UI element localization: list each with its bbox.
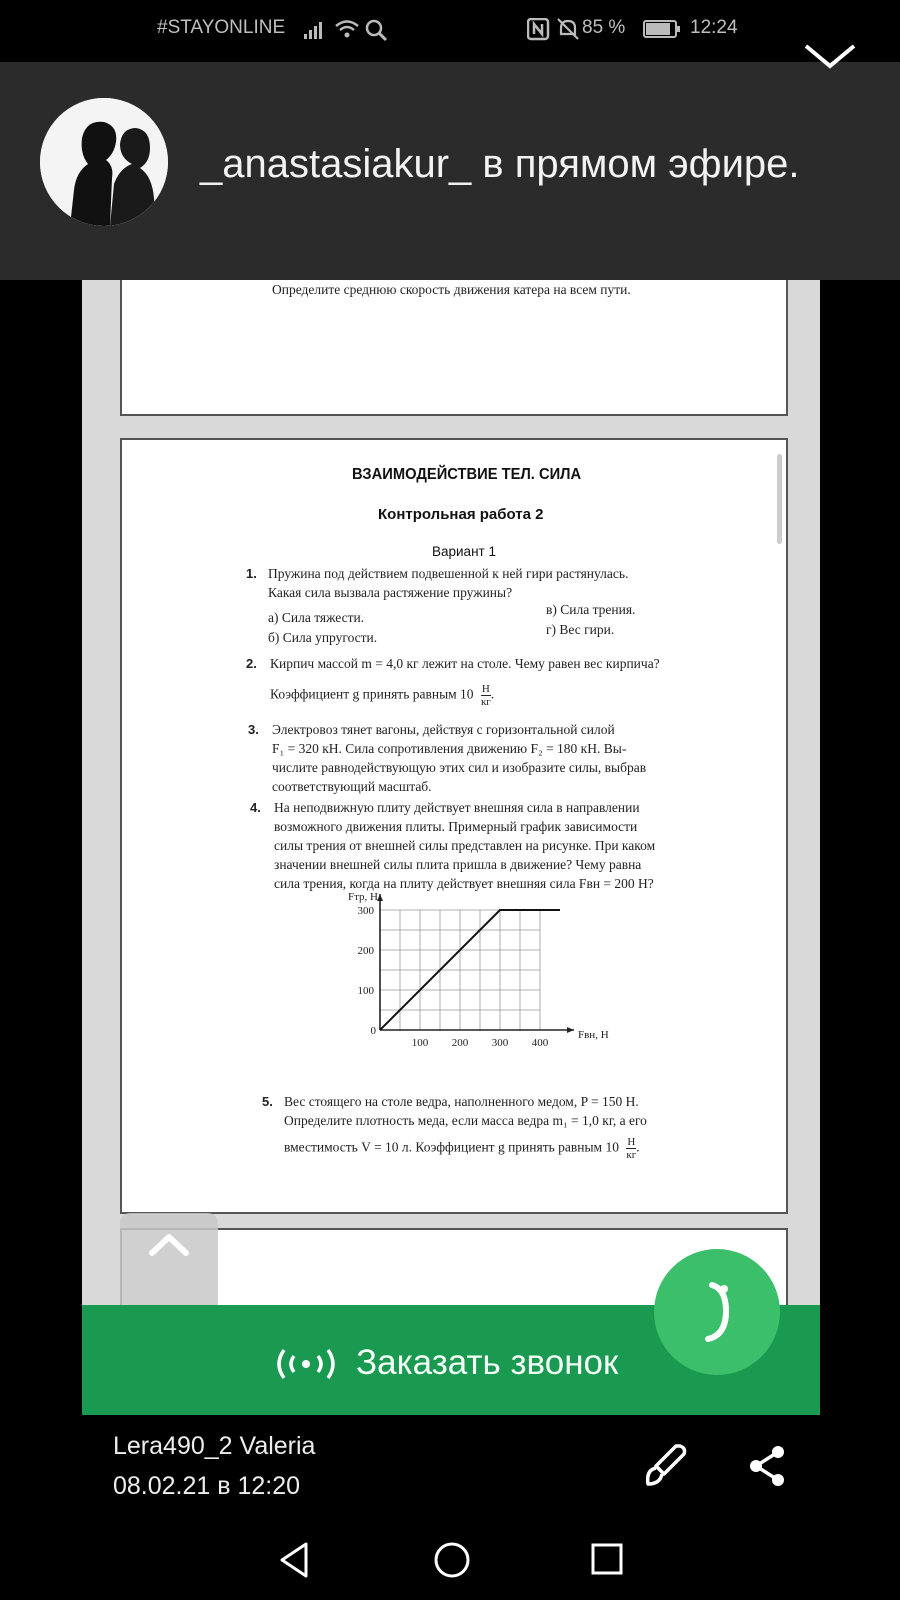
question-line: вместимость V = 10 л. Коэффициент g принять равным 10 [284,1139,619,1155]
order-call-label: Заказать звонок [356,1343,619,1382]
carrier-label: #STAYONLINE [157,17,286,38]
question-5-text: Вес стоящего на столе ведра, наполненного медом, P = 150 Н. Определите плотность меда, если масса ведра m₁ = 1,0 кг, а его вместимость V = 10 л. Коэффициент g принять равным 10 Н кг . [284,1094,647,1161]
wifi-icon [334,18,360,40]
chevron-up-icon [120,1213,218,1273]
unit-fraction: Н кг [626,1136,637,1161]
chapter-title: ВЗАИМОДЕЙСТВИЕ ТЕЛ. СИЛА [352,466,582,483]
question-number: 1. [246,566,257,581]
scroll-to-top-button[interactable] [120,1213,218,1305]
question-line: сила трения, когда на плиту действует внешняя сила Fвн = 200 Н? [274,876,654,891]
question-4-text [274,798,655,893]
question-3 [248,720,259,739]
home-icon[interactable] [432,1540,472,1580]
y-tick-label: 300 [357,905,374,917]
back-icon[interactable] [276,1540,312,1580]
mute-icon [556,17,580,41]
question-line: На неподвижную плиту действует внешняя сила в направлении [274,800,640,815]
x-tick-label: 300 [491,1037,509,1049]
answer-option: г) Вес гири. [546,622,615,637]
previous-page [120,280,788,416]
battery-level: 85 % [582,17,626,38]
variant-label: Вариант 1 [432,544,496,559]
question-line: Вес стоящего на столе ведра, наполненного медом, P = 150 Н. [284,1094,639,1109]
couple-silhouette-image [40,98,168,226]
origin-label: 0 [370,1025,376,1037]
document-page [120,438,788,1214]
phone-icon [654,1249,780,1375]
x-tick-label: 100 [411,1037,429,1049]
close-icon[interactable] [800,40,860,80]
answer-option: а) Сила тяжести. [268,610,365,625]
x-tick-label: 200 [451,1037,469,1049]
y-axis-label: Fтр, Н [348,891,379,903]
question-number: 3. [248,722,259,737]
question-number: 5. [262,1094,273,1109]
y-tick-label: 100 [357,985,374,997]
live-broadcast-text: _anastasiakur_ в прямом эфире. [200,142,800,186]
nfc-icon [527,18,551,42]
question-1 [246,564,257,583]
document-viewer[interactable] [82,280,820,1305]
avatar[interactable] [40,98,168,226]
question-2-text: Кирпич массой m = 4,0 кг лежит на столе. Чему равен вес кирпича? Коэффициент g принять равным 10 Н кг . [270,656,660,708]
y-tick-label: 200 [357,945,374,957]
friction-force-chart [340,888,620,1058]
test-title: Контрольная работа 2 [378,506,544,523]
recents-icon[interactable] [590,1542,626,1578]
post-author[interactable]: Lera490_2 Valeria [113,1432,316,1460]
question-line: Электровоз тянет вагоны, действуя с горизонтальной силой [272,722,615,737]
question-number: 4. [250,800,261,815]
broadcast-icon [274,1344,338,1384]
search-icon [364,18,388,42]
x-axis-arrow [567,1027,574,1033]
x-axis-label: Fвн, Н [578,1029,609,1041]
x-tick-label: 400 [531,1037,549,1049]
previous-page-text: Определите среднюю скорость движения катера на всем пути. [272,282,631,297]
status-bar [0,0,900,60]
question-line: Пружина под действием подвешенной к ней гири растянулась. [268,566,629,581]
question-2 [246,654,257,673]
signal-icon [304,20,330,40]
question-line: числите равнодействующую этих сил и изобразите силы, выбрав [272,760,647,775]
clock: 12:24 [690,17,738,38]
question-line: силы трения от внешней силы представлен на рисунке. При каком [274,838,656,853]
question-line: значении внешней силы плита пришла в движение? Чему равна [274,857,642,872]
question-line: F₁ = 320 кН. Сила сопротивления движению F₂ = 180 кН. Вы- [272,741,627,756]
question-1-text [268,564,628,602]
brush-icon[interactable] [640,1440,690,1490]
battery-icon [643,19,681,39]
question-line: Определите плотность меда, если масса ведра m₁ = 1,0 кг, а его [284,1113,647,1128]
chat-fab[interactable] [654,1249,780,1375]
question-number: 2. [246,656,257,671]
share-icon[interactable] [748,1444,788,1488]
question-5 [262,1092,273,1111]
question-line: Коэффициент g принять равным 10 [270,686,474,702]
question-4 [250,798,261,817]
answer-option: б) Сила упругости. [268,630,378,645]
question-line: Какая сила вызвала растяжение пружины? [268,585,513,600]
question-line: Кирпич массой m = 4,0 кг лежит на столе. Чему равен вес кирпича? [270,656,660,671]
answer-option: в) Сила трения. [546,602,636,617]
question-line: соответствующий масштаб. [272,779,432,794]
question-line: возможного движения плиты. Примерный график зависимости [274,819,638,834]
question-3-text [272,720,646,796]
page-scrollbar[interactable] [777,454,782,544]
unit-fraction: Н кг [480,683,491,708]
post-date: 08.02.21 в 12:20 [113,1472,301,1500]
